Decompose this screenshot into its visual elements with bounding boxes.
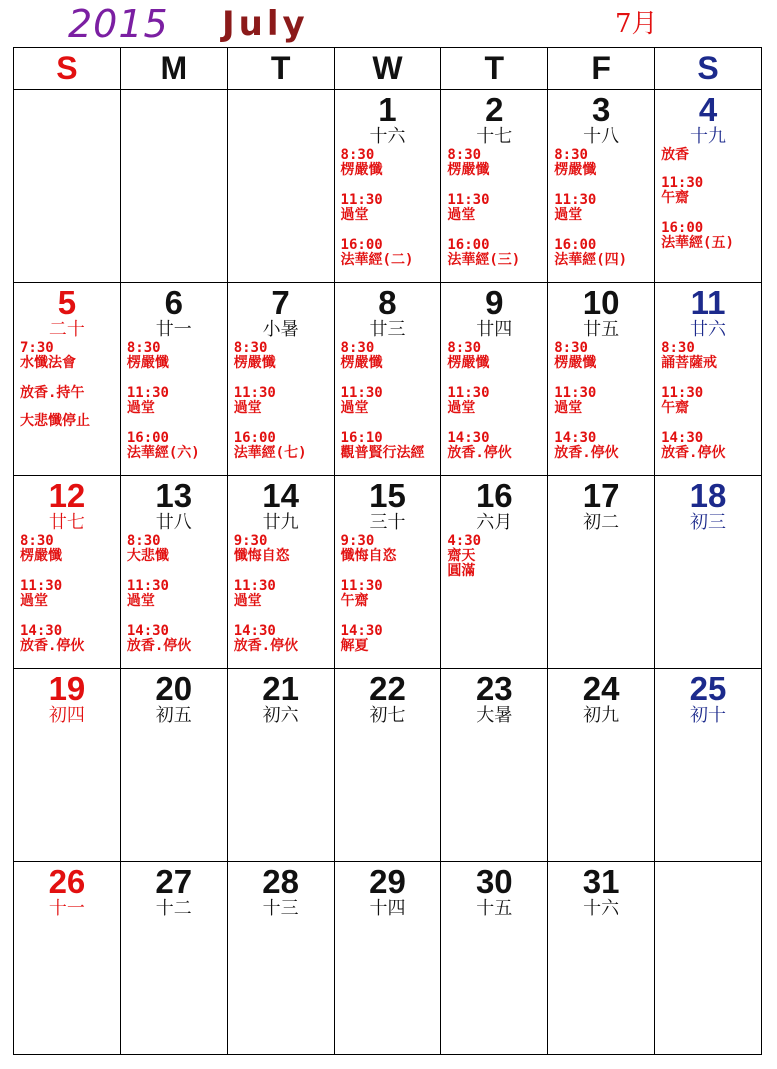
lunar-date: 初六 (262, 705, 299, 726)
event-description: 放香.停伙 (447, 445, 512, 461)
event-description: 誦菩薩戒 (661, 355, 718, 371)
lunar-date: 十三 (262, 898, 299, 919)
event-list (121, 534, 227, 654)
event-description: 大悲懺停止 (20, 413, 90, 429)
lunar-date: 十七 (476, 126, 513, 147)
event-description: 法華經(六) (126, 445, 200, 461)
lunar-date: 十一 (48, 898, 85, 919)
event-description: 放香.停伙 (233, 638, 299, 654)
day-cell (334, 862, 441, 1055)
event-description: 楞嚴懺 (447, 355, 490, 371)
event-description: 楞嚴懺 (233, 355, 276, 371)
event-time: 11:30 (233, 578, 276, 594)
event-item (554, 193, 654, 223)
day-cell (441, 90, 548, 283)
event-list (228, 534, 334, 654)
event-description: 過堂 (447, 207, 476, 223)
event-time: 8:30 (233, 340, 268, 356)
event-time: 14:30 (20, 623, 63, 639)
week-row (14, 476, 762, 669)
weekday-sunday: S (14, 48, 121, 90)
lunar-date: 廿三 (369, 319, 406, 340)
event-description: 過堂 (447, 400, 476, 416)
event-item (447, 386, 547, 416)
day-cell (441, 283, 548, 476)
day-cell (227, 283, 334, 476)
event-item (447, 148, 547, 178)
day-cell (334, 476, 441, 669)
day-cell (14, 669, 121, 862)
event-time: 11:30 (661, 385, 704, 401)
event-list (548, 341, 654, 461)
event-time: 16:10 (340, 430, 383, 446)
event-description: 法華經(三) (447, 252, 521, 268)
week-row (14, 669, 762, 862)
event-item (127, 534, 227, 564)
event-item (127, 624, 227, 654)
empty-day-cell (655, 862, 762, 1055)
event-list (655, 148, 761, 251)
event-description: 放香.停伙 (20, 638, 85, 654)
event-time: 16:00 (233, 430, 276, 446)
event-time: 4:30 (447, 533, 482, 549)
lunar-date: 初九 (583, 705, 620, 726)
event-item (447, 193, 547, 223)
event-description: 放香 (661, 147, 690, 163)
event-description: 過堂 (554, 207, 583, 223)
event-list (441, 148, 547, 268)
day-number: 30 (475, 863, 513, 900)
calendar-header (0, 0, 777, 48)
event-description: 水懺法會 (20, 355, 76, 371)
day-number: 15 (369, 477, 406, 514)
day-cell (120, 862, 227, 1055)
day-number: 2 (485, 91, 504, 128)
event-description: 過堂 (126, 400, 155, 416)
event-description: 過堂 (233, 400, 262, 416)
event-description: 楞嚴懺 (20, 548, 62, 564)
day-number: 12 (48, 477, 86, 514)
empty-day-cell (14, 90, 121, 283)
lunar-date: 十九 (690, 126, 727, 147)
event-time: 9:30 (233, 533, 268, 549)
event-description: 楞嚴懺 (340, 162, 383, 178)
event-description: 楞嚴懺 (554, 162, 597, 178)
day-number: 13 (155, 477, 193, 514)
event-list (14, 341, 120, 429)
day-cell (120, 283, 227, 476)
day-number: 5 (57, 284, 77, 321)
event-time: 9:30 (340, 533, 375, 549)
event-time: 16:00 (447, 237, 490, 253)
event-item (341, 431, 441, 461)
event-item (554, 238, 654, 268)
day-cell (548, 476, 655, 669)
day-number: 22 (369, 670, 406, 707)
event-item (20, 624, 120, 654)
lunar-date: 十六 (583, 898, 620, 919)
event-time: 11:30 (20, 578, 63, 594)
lunar-date: 廿五 (583, 319, 620, 340)
empty-day-cell (227, 90, 334, 283)
event-time: 8:30 (126, 533, 161, 549)
event-item (234, 386, 334, 416)
day-number: 8 (378, 284, 397, 321)
lunar-date: 廿九 (262, 512, 299, 533)
event-description: 齋天 (447, 548, 476, 564)
event-time: 8:30 (20, 533, 54, 549)
day-number: 27 (155, 863, 193, 900)
day-cell (655, 476, 762, 669)
event-time: 11:30 (661, 175, 704, 191)
event-item (341, 624, 441, 654)
event-item (447, 341, 547, 371)
lunar-date: 十六 (369, 126, 406, 147)
event-description: 放香.停伙 (554, 445, 619, 461)
event-list (548, 148, 654, 268)
event-list (441, 534, 547, 579)
event-item (127, 386, 227, 416)
calendar-grid (13, 47, 762, 1055)
weekday-thursday: T (441, 48, 548, 90)
week-row (14, 90, 762, 283)
event-description: 楞嚴懺 (554, 355, 597, 371)
event-item (234, 534, 334, 564)
event-time: 16:00 (554, 237, 597, 253)
day-number: 24 (582, 670, 620, 707)
event-item (127, 579, 227, 609)
month-title: July (222, 4, 309, 44)
event-time: 11:30 (554, 192, 597, 208)
event-item (447, 238, 547, 268)
event-time: 14:30 (233, 623, 276, 639)
day-number: 7 (271, 284, 290, 321)
day-number: 9 (485, 284, 504, 321)
event-description: 過堂 (126, 593, 155, 609)
day-number: 1 (378, 91, 397, 128)
event-description: 楞嚴懺 (126, 355, 169, 371)
lunar-date: 大暑 (476, 705, 513, 726)
event-time: 11:30 (447, 385, 490, 401)
day-number: 11 (690, 284, 726, 321)
event-item (447, 431, 547, 461)
event-time: 8:30 (554, 147, 588, 163)
day-number: 20 (155, 670, 193, 707)
year-title: 2015 (68, 2, 169, 46)
weekday-saturday: S (655, 48, 762, 90)
event-item (554, 341, 654, 371)
day-number: 31 (582, 863, 620, 900)
day-cell (548, 669, 655, 862)
event-item (661, 176, 761, 206)
event-item (554, 431, 654, 461)
empty-day-cell (120, 90, 227, 283)
event-item (20, 414, 120, 429)
day-number: 6 (164, 284, 183, 321)
day-cell (548, 90, 655, 283)
event-item (341, 386, 441, 416)
event-item (661, 341, 761, 371)
event-description: 午齋 (661, 190, 690, 206)
lunar-date: 廿六 (690, 319, 727, 340)
day-number: 10 (582, 284, 620, 321)
week-row (14, 862, 762, 1055)
event-description: 過堂 (340, 207, 369, 223)
event-description: 懺悔自恣 (233, 548, 290, 564)
event-item (20, 341, 120, 371)
event-item (554, 386, 654, 416)
day-cell (227, 669, 334, 862)
event-description: 圓滿 (447, 563, 476, 579)
day-number: 29 (369, 863, 406, 900)
event-item (234, 579, 334, 609)
weekday-friday: F (548, 48, 655, 90)
day-cell (334, 90, 441, 283)
event-item (341, 534, 441, 564)
event-time: 14:30 (447, 430, 490, 446)
event-description: 法華經(四) (554, 252, 628, 268)
event-item (127, 431, 227, 461)
event-item (661, 386, 761, 416)
lunar-date: 初五 (155, 705, 192, 726)
day-cell (120, 476, 227, 669)
day-number: 28 (262, 863, 299, 900)
event-item (234, 624, 334, 654)
event-item (341, 148, 441, 178)
event-list (335, 148, 441, 268)
event-time: 8:30 (340, 147, 375, 163)
event-list (441, 341, 547, 461)
event-time: 16:00 (661, 220, 704, 236)
lunar-date: 三十 (369, 512, 406, 533)
event-description: 法華經(七) (233, 445, 307, 461)
weekday-monday: M (120, 48, 227, 90)
event-list (335, 341, 441, 461)
event-time: 11:30 (340, 578, 383, 594)
day-number: 14 (262, 477, 299, 514)
event-time: 11:30 (126, 578, 169, 594)
event-list (121, 341, 227, 461)
day-cell (441, 669, 548, 862)
event-description: 過堂 (554, 400, 583, 416)
day-cell (441, 862, 548, 1055)
event-time: 8:30 (447, 340, 482, 356)
day-cell (14, 476, 121, 669)
event-time: 8:30 (447, 147, 482, 163)
event-description: 放香.停伙 (126, 638, 192, 654)
event-item (554, 148, 654, 178)
event-time: 8:30 (661, 340, 695, 356)
lunar-date: 初十 (690, 705, 727, 726)
event-list (228, 341, 334, 461)
event-description: 法華經(五) (661, 235, 734, 251)
event-item (234, 431, 334, 461)
lunar-date: 十二 (155, 898, 192, 919)
event-item (341, 238, 441, 268)
month-title-chinese: 7月 (615, 9, 658, 39)
event-item (20, 579, 120, 609)
event-time: 11:30 (554, 385, 597, 401)
event-description: 放香.持午 (20, 385, 85, 401)
event-list (14, 534, 120, 654)
event-description: 過堂 (233, 593, 262, 609)
event-item (234, 341, 334, 371)
event-time: 16:00 (126, 430, 169, 446)
day-cell (227, 476, 334, 669)
event-list (655, 341, 761, 461)
day-number: 17 (582, 477, 620, 514)
event-time: 11:30 (340, 385, 383, 401)
event-list (335, 534, 441, 654)
day-number: 23 (475, 670, 513, 707)
lunar-date: 小暑 (262, 319, 299, 340)
day-cell (14, 283, 121, 476)
lunar-date: 十五 (476, 898, 513, 919)
event-description: 法華經(二) (340, 252, 414, 268)
day-cell (548, 283, 655, 476)
event-description: 午齋 (661, 400, 690, 416)
lunar-date: 初三 (690, 512, 727, 533)
day-cell (655, 283, 762, 476)
event-item (20, 386, 120, 401)
day-cell (334, 283, 441, 476)
lunar-date: 初四 (48, 705, 85, 726)
day-cell (441, 476, 548, 669)
lunar-date: 廿八 (155, 512, 192, 533)
day-number: 18 (689, 477, 727, 514)
event-time: 8:30 (340, 340, 375, 356)
day-cell (334, 669, 441, 862)
event-time: 14:30 (661, 430, 704, 446)
calendar-body (14, 90, 762, 1055)
lunar-date: 十八 (583, 126, 620, 147)
event-item (341, 341, 441, 371)
lunar-date: 初七 (369, 705, 406, 726)
lunar-date: 二十 (48, 319, 85, 340)
event-time: 11:30 (340, 192, 383, 208)
weekday-wednesday: W (334, 48, 441, 90)
event-time: 11:30 (447, 192, 490, 208)
lunar-date: 廿七 (48, 512, 85, 533)
day-number: 3 (591, 91, 611, 128)
day-number: 4 (698, 91, 718, 128)
event-time: 14:30 (340, 623, 383, 639)
event-description: 過堂 (340, 400, 369, 416)
day-number: 26 (48, 863, 86, 900)
day-cell (548, 862, 655, 1055)
day-cell (120, 669, 227, 862)
day-cell (14, 862, 121, 1055)
lunar-date: 廿四 (476, 319, 513, 340)
day-number: 25 (689, 670, 727, 707)
event-description: 解夏 (340, 638, 369, 654)
event-description: 過堂 (20, 593, 48, 609)
event-time: 14:30 (126, 623, 169, 639)
event-item (127, 341, 227, 371)
lunar-date: 十四 (369, 898, 406, 919)
day-cell (655, 90, 762, 283)
event-time: 8:30 (126, 340, 161, 356)
day-cell (655, 669, 762, 862)
event-description: 懺悔自恣 (340, 548, 397, 564)
event-item (20, 534, 120, 564)
day-number: 19 (48, 670, 86, 707)
day-cell (227, 862, 334, 1055)
lunar-date: 初二 (583, 512, 620, 533)
event-item (661, 221, 761, 251)
week-row (14, 283, 762, 476)
event-time: 14:30 (554, 430, 597, 446)
event-time: 11:30 (233, 385, 276, 401)
day-number: 16 (475, 477, 513, 514)
event-item (447, 534, 547, 579)
event-description: 放香.停伙 (661, 445, 726, 461)
lunar-date: 廿一 (155, 319, 192, 340)
event-item (661, 431, 761, 461)
event-item (661, 148, 761, 163)
event-description: 觀普賢行法經 (340, 445, 425, 461)
event-item (341, 579, 441, 609)
day-number: 21 (262, 670, 299, 707)
event-description: 楞嚴懺 (447, 162, 490, 178)
event-description: 大悲懺 (126, 548, 169, 564)
event-time: 16:00 (340, 237, 383, 253)
lunar-date: 六月 (476, 512, 513, 533)
event-time: 7:30 (20, 340, 54, 356)
weekday-header-row (14, 48, 762, 90)
event-time: 11:30 (126, 385, 169, 401)
event-time: 8:30 (554, 340, 588, 356)
event-description: 楞嚴懺 (340, 355, 383, 371)
event-item (341, 193, 441, 223)
event-description: 午齋 (340, 593, 369, 609)
weekday-tuesday: T (227, 48, 334, 90)
